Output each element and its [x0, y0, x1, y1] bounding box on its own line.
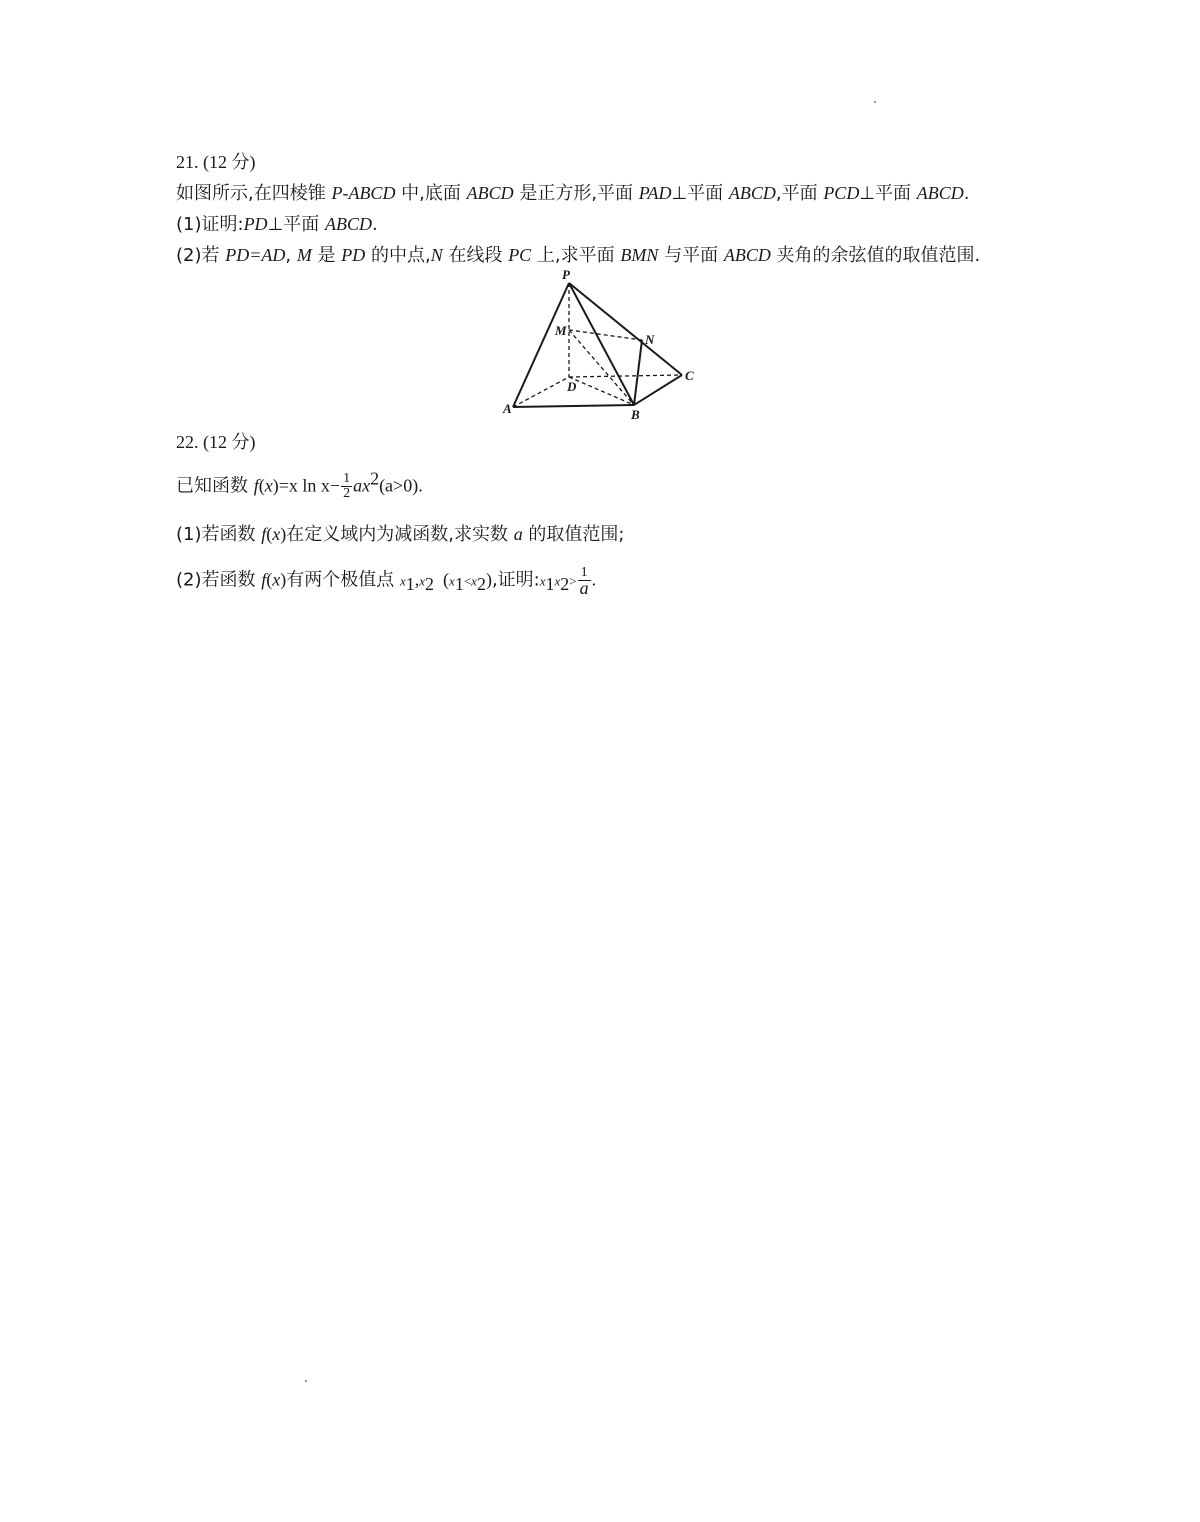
q21-stem-text: 中,底面 [395, 183, 467, 204]
q21-part2-text: 在线段 [442, 245, 509, 266]
q22-part1-text: 的取值范围; [522, 524, 625, 545]
label-D: D [567, 379, 577, 394]
q22-part2-text: 有两个极值点 [286, 569, 400, 591]
q21-part2-text: 夹角的余弦值的取值范围. [770, 245, 981, 266]
q22-part2-math: x [471, 573, 477, 589]
q22-part2: (2)若函数 f(x)有两个极值点 $x_1,x_2$ $(x_1<x_2)$,证明$:x_1x_2>$ $\frac{1}{a}$ . [176, 565, 597, 598]
q22-part2-math: x [539, 573, 546, 589]
q22-stem-math: a [353, 475, 363, 496]
q21-part2-math: PD=AD [225, 245, 286, 265]
q22-part2-text: ,证明: [491, 569, 540, 591]
scan-speck [305, 1380, 307, 1382]
q21-stem-math: PCD [823, 183, 860, 203]
q21-part2-math: PD [341, 245, 366, 265]
q21-part1-math: PD [243, 214, 268, 234]
q22-stem-text: 已知函数 [176, 475, 254, 497]
q22-part1: (1)若函数 f(x)在定义域内为减函数,求实数 a 的取值范围; [176, 524, 625, 545]
q21-stem-math: P-ABCD [331, 183, 396, 203]
label-P: P [562, 268, 570, 282]
q22-stem: 已知函数 f(x)=x ln x− $\frac{1}{2}$ $ax^2(a>0)$. [176, 468, 423, 501]
edge-MN [569, 330, 642, 340]
q22-stem-math: x [264, 475, 273, 496]
edge-BC [634, 375, 682, 405]
edge-AD [513, 377, 569, 407]
q21-stem-text: ⊥平面 [859, 183, 917, 204]
q22-part2-math: < [463, 573, 472, 589]
q21-part2-math: M [296, 245, 312, 265]
q22-header-text: 22. (12 分) [176, 432, 256, 452]
q22-stem-math: )=x ln x− [272, 475, 341, 496]
q22-stem-exponent: 2 [370, 468, 380, 489]
q22-stem-math: f [253, 475, 259, 496]
q21-header-text: 21. (12 分) [176, 152, 256, 172]
q22-part1-math: x [272, 524, 281, 544]
fraction-denominator: 2 [343, 486, 351, 501]
fraction-one-half [341, 472, 352, 501]
q21-stem-text: 如图所示,在四棱锥 [176, 183, 332, 204]
q22-part2-math: x [449, 573, 455, 589]
q22-part1-text: (1)若函数 [176, 524, 262, 545]
q21-part2-math: ABCD [723, 245, 771, 265]
q22-header [176, 430, 256, 455]
q21-part1 [176, 212, 378, 237]
q22-part1-text: 在定义域内为减函数,求实数 [286, 524, 514, 545]
q21-part2-math: N [430, 245, 443, 265]
edge-MB [569, 330, 634, 405]
q22-part2-math: x [272, 569, 281, 590]
q22-part2-math: > [569, 573, 577, 589]
q21-part2-text: , [285, 245, 297, 266]
q21-stem-text: . [963, 183, 970, 204]
q22-part2-math: x [399, 573, 406, 589]
q21-stem-text: ,平面 [775, 183, 824, 204]
q22-part2-math: x [419, 573, 426, 589]
edge-DB [569, 377, 634, 405]
q21-stem-math: ABCD [466, 183, 514, 203]
q22-part2-subscript: 2 [476, 574, 486, 595]
q22-part1-math: f [261, 524, 267, 544]
q21-part2-math: BMN [620, 245, 659, 265]
scan-speck [874, 101, 876, 103]
fraction-numerator: 1 [343, 471, 351, 486]
q22-part2-subscript: 1 [405, 574, 415, 595]
q21-part1-text: (1)证明: [176, 214, 244, 235]
q21-part2-text: 的中点, [365, 245, 431, 266]
edge-PC [569, 283, 682, 375]
q21-part2-text: (2)若 [176, 245, 226, 266]
q22-part2-subscript: 2 [560, 574, 570, 595]
label-M: M [555, 323, 567, 338]
q22-part2-math: x [554, 573, 561, 589]
fraction-denominator: a [579, 578, 589, 598]
q21-stem-text: ⊥平面 [671, 183, 729, 204]
q21-part2-text: 与平面 [658, 245, 724, 266]
q21-part1-text: ⊥平面 [267, 214, 325, 235]
label-N: N [645, 332, 655, 347]
q21-part2 [176, 243, 980, 268]
label-B: B [631, 407, 640, 422]
q22-part2-subscript: 2 [425, 574, 435, 595]
q22-part2-math: f [261, 569, 267, 590]
q21-stem-math: ABCD [916, 183, 964, 203]
edge-PB [569, 283, 634, 405]
q22-part2-text: (2)若函数 [176, 569, 262, 591]
edge-PA [513, 283, 569, 407]
q22-part2-math: . [591, 569, 597, 590]
label-C: C [685, 368, 694, 383]
pyramid-figure [500, 268, 710, 426]
q22-stem-math: (a>0). [379, 475, 423, 496]
label-A: A [503, 401, 512, 416]
q21-part2-text: 是 [311, 245, 342, 266]
q22-part2-math: , [414, 569, 420, 590]
edge-DC [569, 375, 682, 377]
fraction-numerator: 1 [578, 566, 591, 581]
q22-part2-subscript: 1 [454, 574, 464, 595]
q21-header [176, 150, 256, 175]
q22-part1-math: a [513, 524, 523, 544]
q22-stem-math: x [362, 475, 371, 496]
q21-stem-math: PAD [638, 183, 672, 203]
edge-AB [513, 405, 634, 407]
q21-part2-text: 上,求平面 [531, 245, 621, 266]
q21-part1-math: ABCD [324, 214, 372, 234]
q21-part1-text: . [371, 214, 378, 235]
edge-BN [634, 340, 642, 405]
q22-part2-subscript: 1 [545, 574, 555, 595]
q21-stem [176, 181, 969, 206]
q21-part2-math: PC [508, 245, 532, 265]
q21-stem-text: 是正方形,平面 [513, 183, 639, 204]
q21-stem-math: ABCD [728, 183, 776, 203]
fraction-one-over-a [578, 565, 591, 598]
